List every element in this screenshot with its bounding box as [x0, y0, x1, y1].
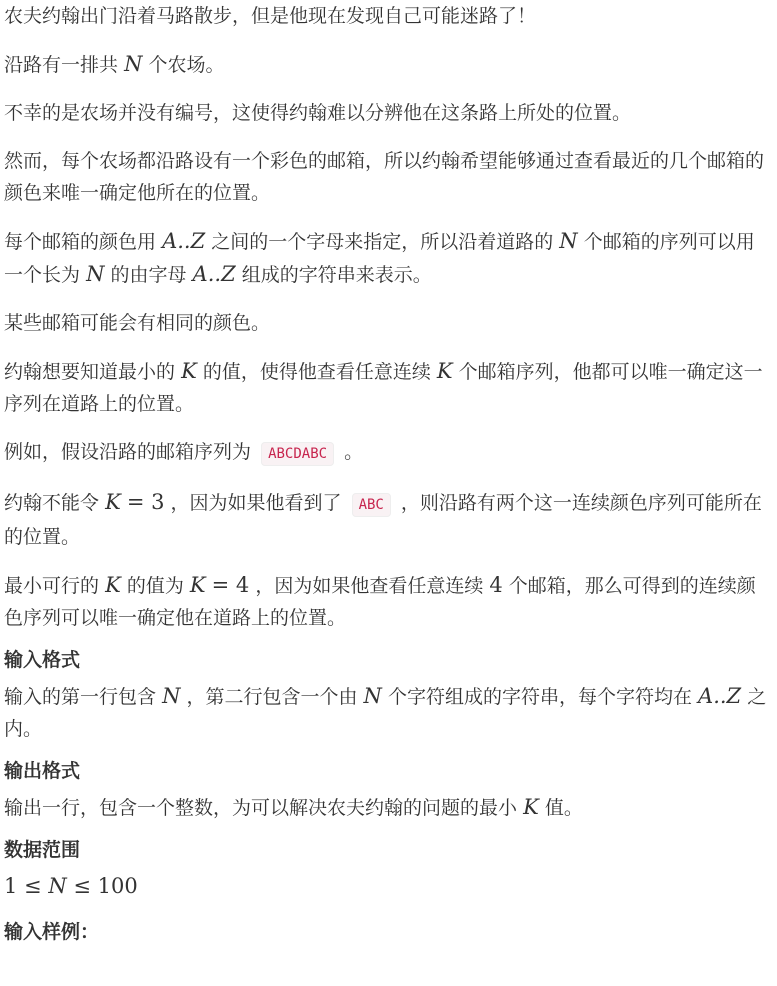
math-K: K — [105, 490, 121, 514]
heading-sample-input: 输入样例： — [4, 921, 100, 943]
paragraph-farms: 沿路有一排共 N 个农场。 — [4, 52, 225, 76]
math-range: A..Z — [192, 262, 236, 286]
paragraph-k4: 最小可行的 K 的值为 K = 4 ，因为如果他查看任意连续 4 个邮箱，那么可得到的连续颜色序列可以唯一确定他在道路上的位置。 — [4, 573, 756, 629]
math-K: K — [523, 795, 539, 819]
paragraph-example: 例如，假设沿路的邮箱序列为 ABCDABC 。 — [4, 436, 773, 470]
paragraph-no-numbers: 不幸的是农场并没有编号，这使得约翰难以分辨他在这条路上所处的位置。 — [4, 102, 632, 124]
math-N: N — [363, 684, 382, 708]
paragraph-mailboxes: 然而，每个农场都沿路设有一个彩色的邮箱，所以约翰希望能够通过查看最近的几个邮箱的颜色来唯一确定他所在的位置。 — [4, 150, 765, 204]
math-N: N — [124, 52, 143, 76]
math-K: K — [189, 573, 206, 597]
math-eq: = 4 — [211, 573, 250, 597]
paragraph-intro: 农夫约翰出门沿着马路散步，但是他现在发现自己可能迷路了！ — [4, 5, 537, 27]
paragraph-goal: 约翰想要知道最小的 K 的值，使得他查看任意连续 K 个邮箱序列，他都可以唯一确定这一序列在道路上的位置。 — [4, 359, 763, 415]
math-range: A..Z — [162, 229, 206, 253]
heading-data-range: 数据范围 — [4, 839, 81, 861]
heading-output-format: 输出格式 — [4, 760, 81, 782]
heading-input-format: 输入格式 — [4, 649, 81, 671]
paragraph-k3: 约翰不能令 K = 3 ，因为如果他看到了 ABC ，则沿路有两个这一连续颜色序列可能所在的位置。 — [4, 490, 762, 548]
math-eq: = 3 — [126, 490, 165, 514]
math-N: N — [162, 684, 181, 708]
math-range: A..Z — [698, 684, 742, 708]
math-N: N — [559, 229, 578, 253]
paragraph-same-colors: 某些邮箱可能会有相同的颜色。 — [4, 312, 271, 334]
math-number: 4 — [489, 573, 503, 597]
math-K: K — [181, 359, 197, 383]
data-range-formula: 1 ≤ N ≤ 100 — [4, 874, 138, 898]
paragraph-output-format: 输出一行，包含一个整数，为可以解决农夫约翰的问题的最小 K 值。 — [4, 795, 583, 819]
math-N: N — [48, 874, 67, 898]
math-K: K — [105, 573, 121, 597]
math-K: K — [436, 359, 453, 383]
paragraph-input-format: 输入的第一行包含 N ，第二行包含一个由 N 个字符组成的字符串，每个字符均在 A..Z 之内。 — [4, 684, 767, 740]
paragraph-colors: 每个邮箱的颜色用 A..Z 之间的一个字母来指定，所以沿着道路的 N 个邮箱的序列可以用一个长为 N 的由字母 A..Z 组成的字符串来表示。 — [4, 229, 755, 286]
code-sequence: ABCDABC — [261, 442, 334, 466]
math-N: N — [86, 262, 105, 286]
code-abc: ABC — [352, 493, 391, 517]
